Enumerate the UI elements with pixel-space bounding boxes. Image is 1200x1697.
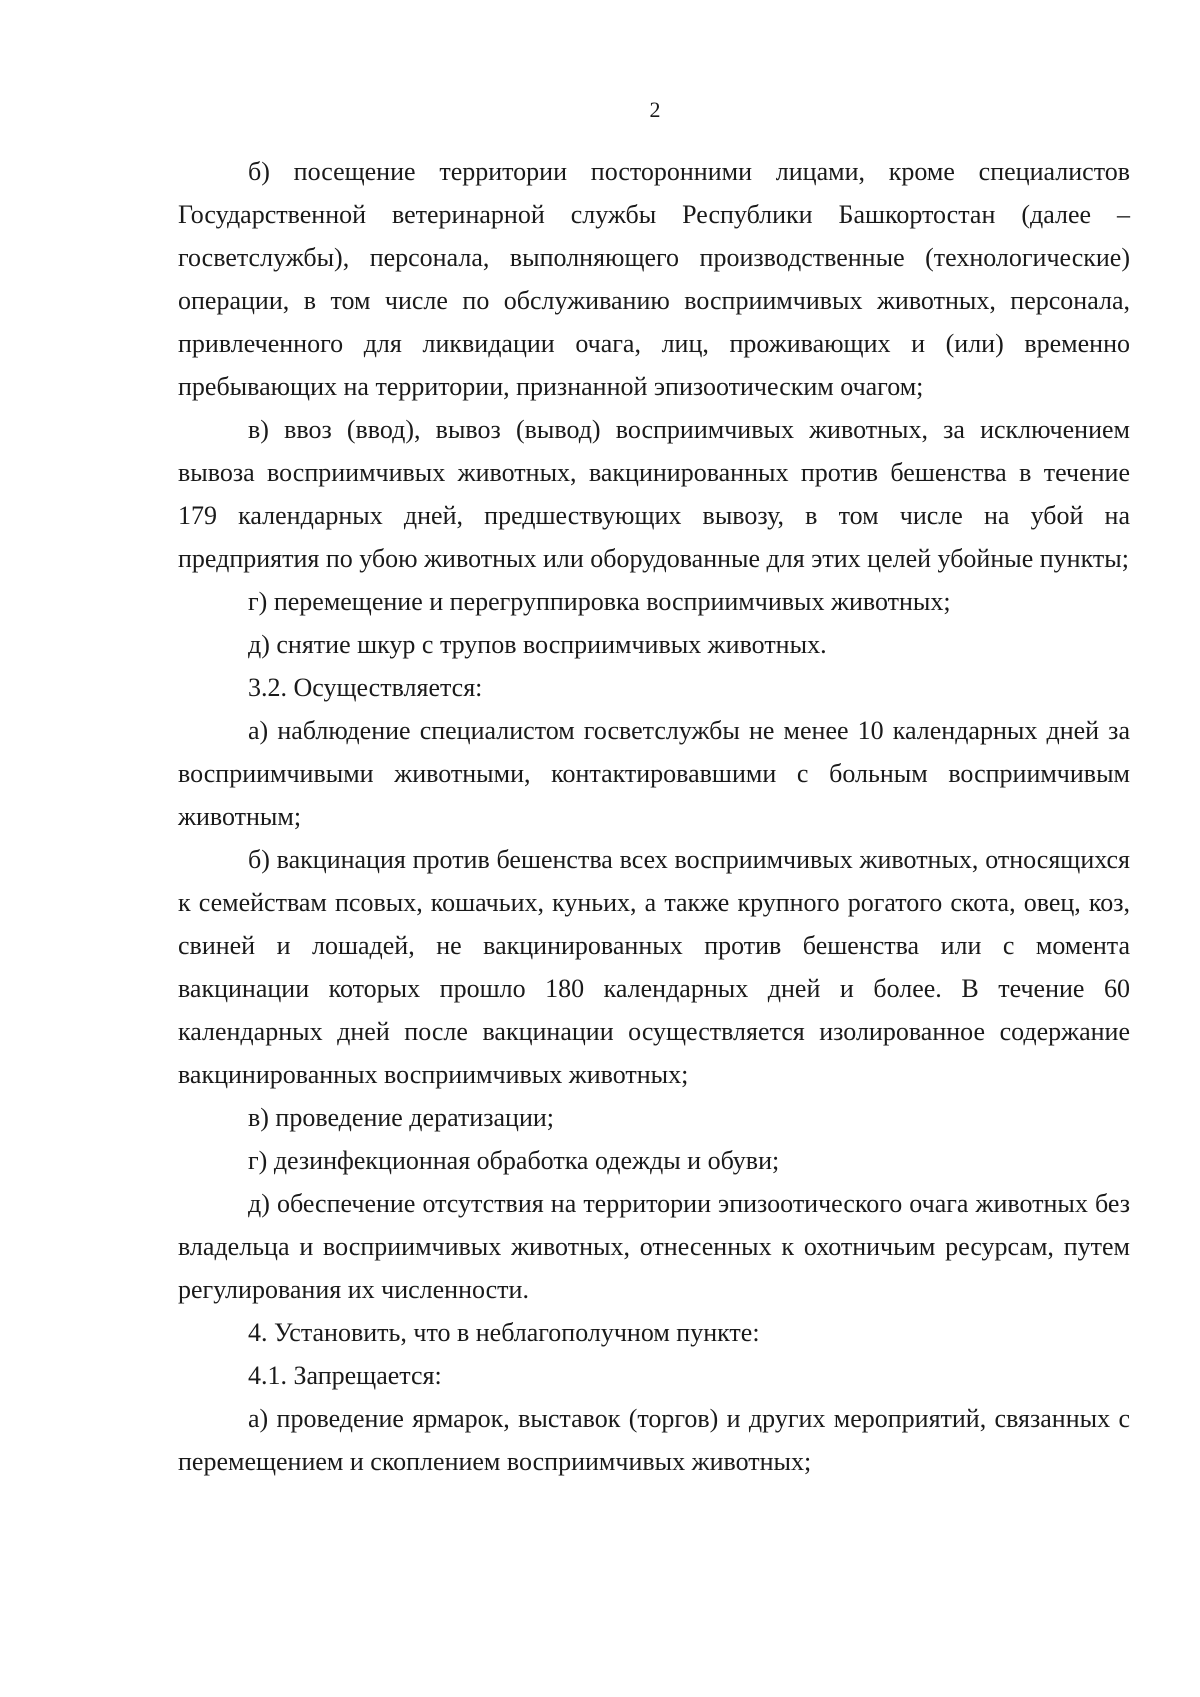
paragraph-b-vaccination: б) вакцинация против бешенства всех восприимчивых животных, относящихся к семействам псовых, кошачьих, куньих, а также крупного рогатого скота, овец, коз, свиней и лошадей, не вакцинированных против бешенства или с момента вакцинации которых прошло 180 календарных дней и более. В течение 60 календарных дней после вакцинации осуществляется изолированное содержание вакцинированных восприимчивых животных; [178,845,1130,1089]
paragraph-d-skinning: д) снятие шкур с трупов восприимчивых животных. [248,630,827,659]
paragraph-d-stray-control: д) обеспечение отсутствия на территории эпизоотического очага животных без владельца и восприимчивых животных, отнесенных к охотничьим ресурсам, путем регулирования их численности. [178,1189,1130,1304]
paragraph-v-import-export: в) ввоз (ввод), вывоз (вывод) восприимчивых животных, за исключением вывоза восприимчивых животных, вакцинированных против бешенства в течение 179 календарных дней, предшествующих вывозу, в том числе на убой на предприятия по убою животных или оборудованные для этих целей убойные пункты; [178,415,1130,573]
paragraph-v-deratization: в) проведение дератизации; [248,1103,554,1132]
paragraph-b-visits: б) посещение территории посторонними лицами, кроме специалистов Государственной ветеринарной службы Республики Башкортостан (далее – госветслужбы), персонала, выполняющего производственные (технологические) операции, в том числе по обслуживанию восприимчивых животных, персонала, привлеченного для ликвидации очага, лиц, проживающих и (или) временно пребывающих на территории, признанной эпизоотическим очагом; [178,157,1130,401]
document-body [178,150,1130,1483]
paragraph-a-fairs: а) проведение ярмарок, выставок (торгов) и других мероприятий, связанных с перемещением и скоплением восприимчивых животных; [178,1404,1130,1476]
page-number: 2 [649,97,661,122]
section-heading-3-2: 3.2. Осуществляется: [248,673,483,702]
section-heading-4: 4. Установить, что в неблагополучном пункте: [248,1318,760,1347]
paragraph-a-observation: а) наблюдение специалистом госветслужбы не менее 10 календарных дней за восприимчивыми животными, контактировавшими с больным восприимчивым животным; [178,716,1130,831]
section-heading-4-1: 4.1. Запрещается: [248,1361,442,1390]
paragraph-g-movement: г) перемещение и перегруппировка восприимчивых животных; [248,587,951,616]
paragraph-g-disinfection: г) дезинфекционная обработка одежды и обуви; [248,1146,780,1175]
